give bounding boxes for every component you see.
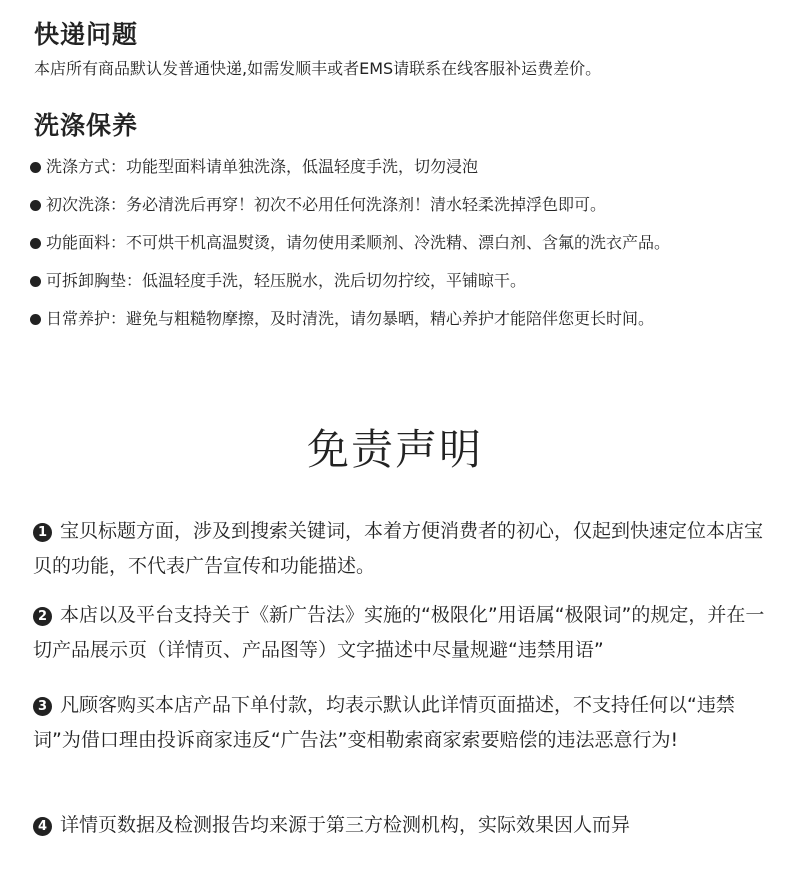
disclaimer-item [33,598,768,668]
care-item [30,156,478,178]
shipping-title: 快递问题 [34,20,139,49]
care-title: 洗涤保养 [34,111,139,140]
number-badge-icon: 3 [33,697,52,716]
care-item [30,194,606,216]
care-item [30,270,526,292]
care-item-text: 避免与粗糙物摩擦，及时清洗，请勿暴晒，精心养护才能陪伴您更长时间。 [126,309,655,328]
care-item-text: 务必清洗后再穿！初次不必用任何洗涤剂！清水轻柔洗掉浮色即可。 [126,195,607,214]
number-badge-icon: 1 [33,523,52,542]
bullet-icon [30,162,41,173]
number-badge-icon: 4 [33,817,52,836]
care-item-label: 初次洗涤： [46,195,127,214]
care-item-text: 低温轻度手洗，轻压脱水，洗后切勿拧绞，平铺晾干。 [142,271,527,290]
bullet-icon [30,314,41,325]
care-item-text: 功能型面料请单独洗涤，低温轻度手洗，切勿浸泡 [126,157,479,176]
care-item-label: 日常养护： [46,309,127,328]
disclaimer-item [33,514,768,584]
bullet-icon [30,238,41,249]
number-badge-icon: 2 [33,607,52,626]
disclaimer-item-text: 凡顾客购买本店产品下单付款，均表示默认此详情页面描述，不支持任何以“违禁词”为借口理由投诉商家违反“广告法”变相勒索商家索要赔偿的违法恶意行为! [33,694,735,751]
care-item [30,232,670,254]
care-item-label: 洗涤方式： [46,157,127,176]
care-item [30,308,654,330]
disclaimer-item-text: 详情页数据及检测报告均来源于第三方检测机构，实际效果因人而异 [60,814,631,836]
disclaimer-item-text: 本店以及平台支持关于《新广告法》实施的“极限化”用语属“极限词”的规定，并在一切产品展示页（详情页、产品图等）文字描述中尽量规避“违禁用语” [33,604,765,661]
disclaimer-item [33,688,768,758]
bullet-icon [30,276,41,287]
disclaimer-item-text: 宝贝标题方面，涉及到搜索关键词，本着方便消费者的初心，仅起到快速定位本店宝贝的功能，不代表广告宣传和功能描述。 [33,520,764,577]
disclaimer-item [33,808,768,843]
bullet-icon [30,200,41,211]
care-item-label: 功能面料： [46,233,127,252]
disclaimer-title: 免责声明 [306,425,483,474]
care-item-label: 可拆卸胸垫： [46,271,143,290]
shipping-text: 本店所有商品默认发普通快递,如需发顺丰或者EMS请联系在线客服补运费差价。 [34,59,602,78]
care-item-text: 不可烘干机高温熨烫，请勿使用柔顺剂、冷洗精、漂白剂、含氟的洗衣产品。 [126,233,671,252]
